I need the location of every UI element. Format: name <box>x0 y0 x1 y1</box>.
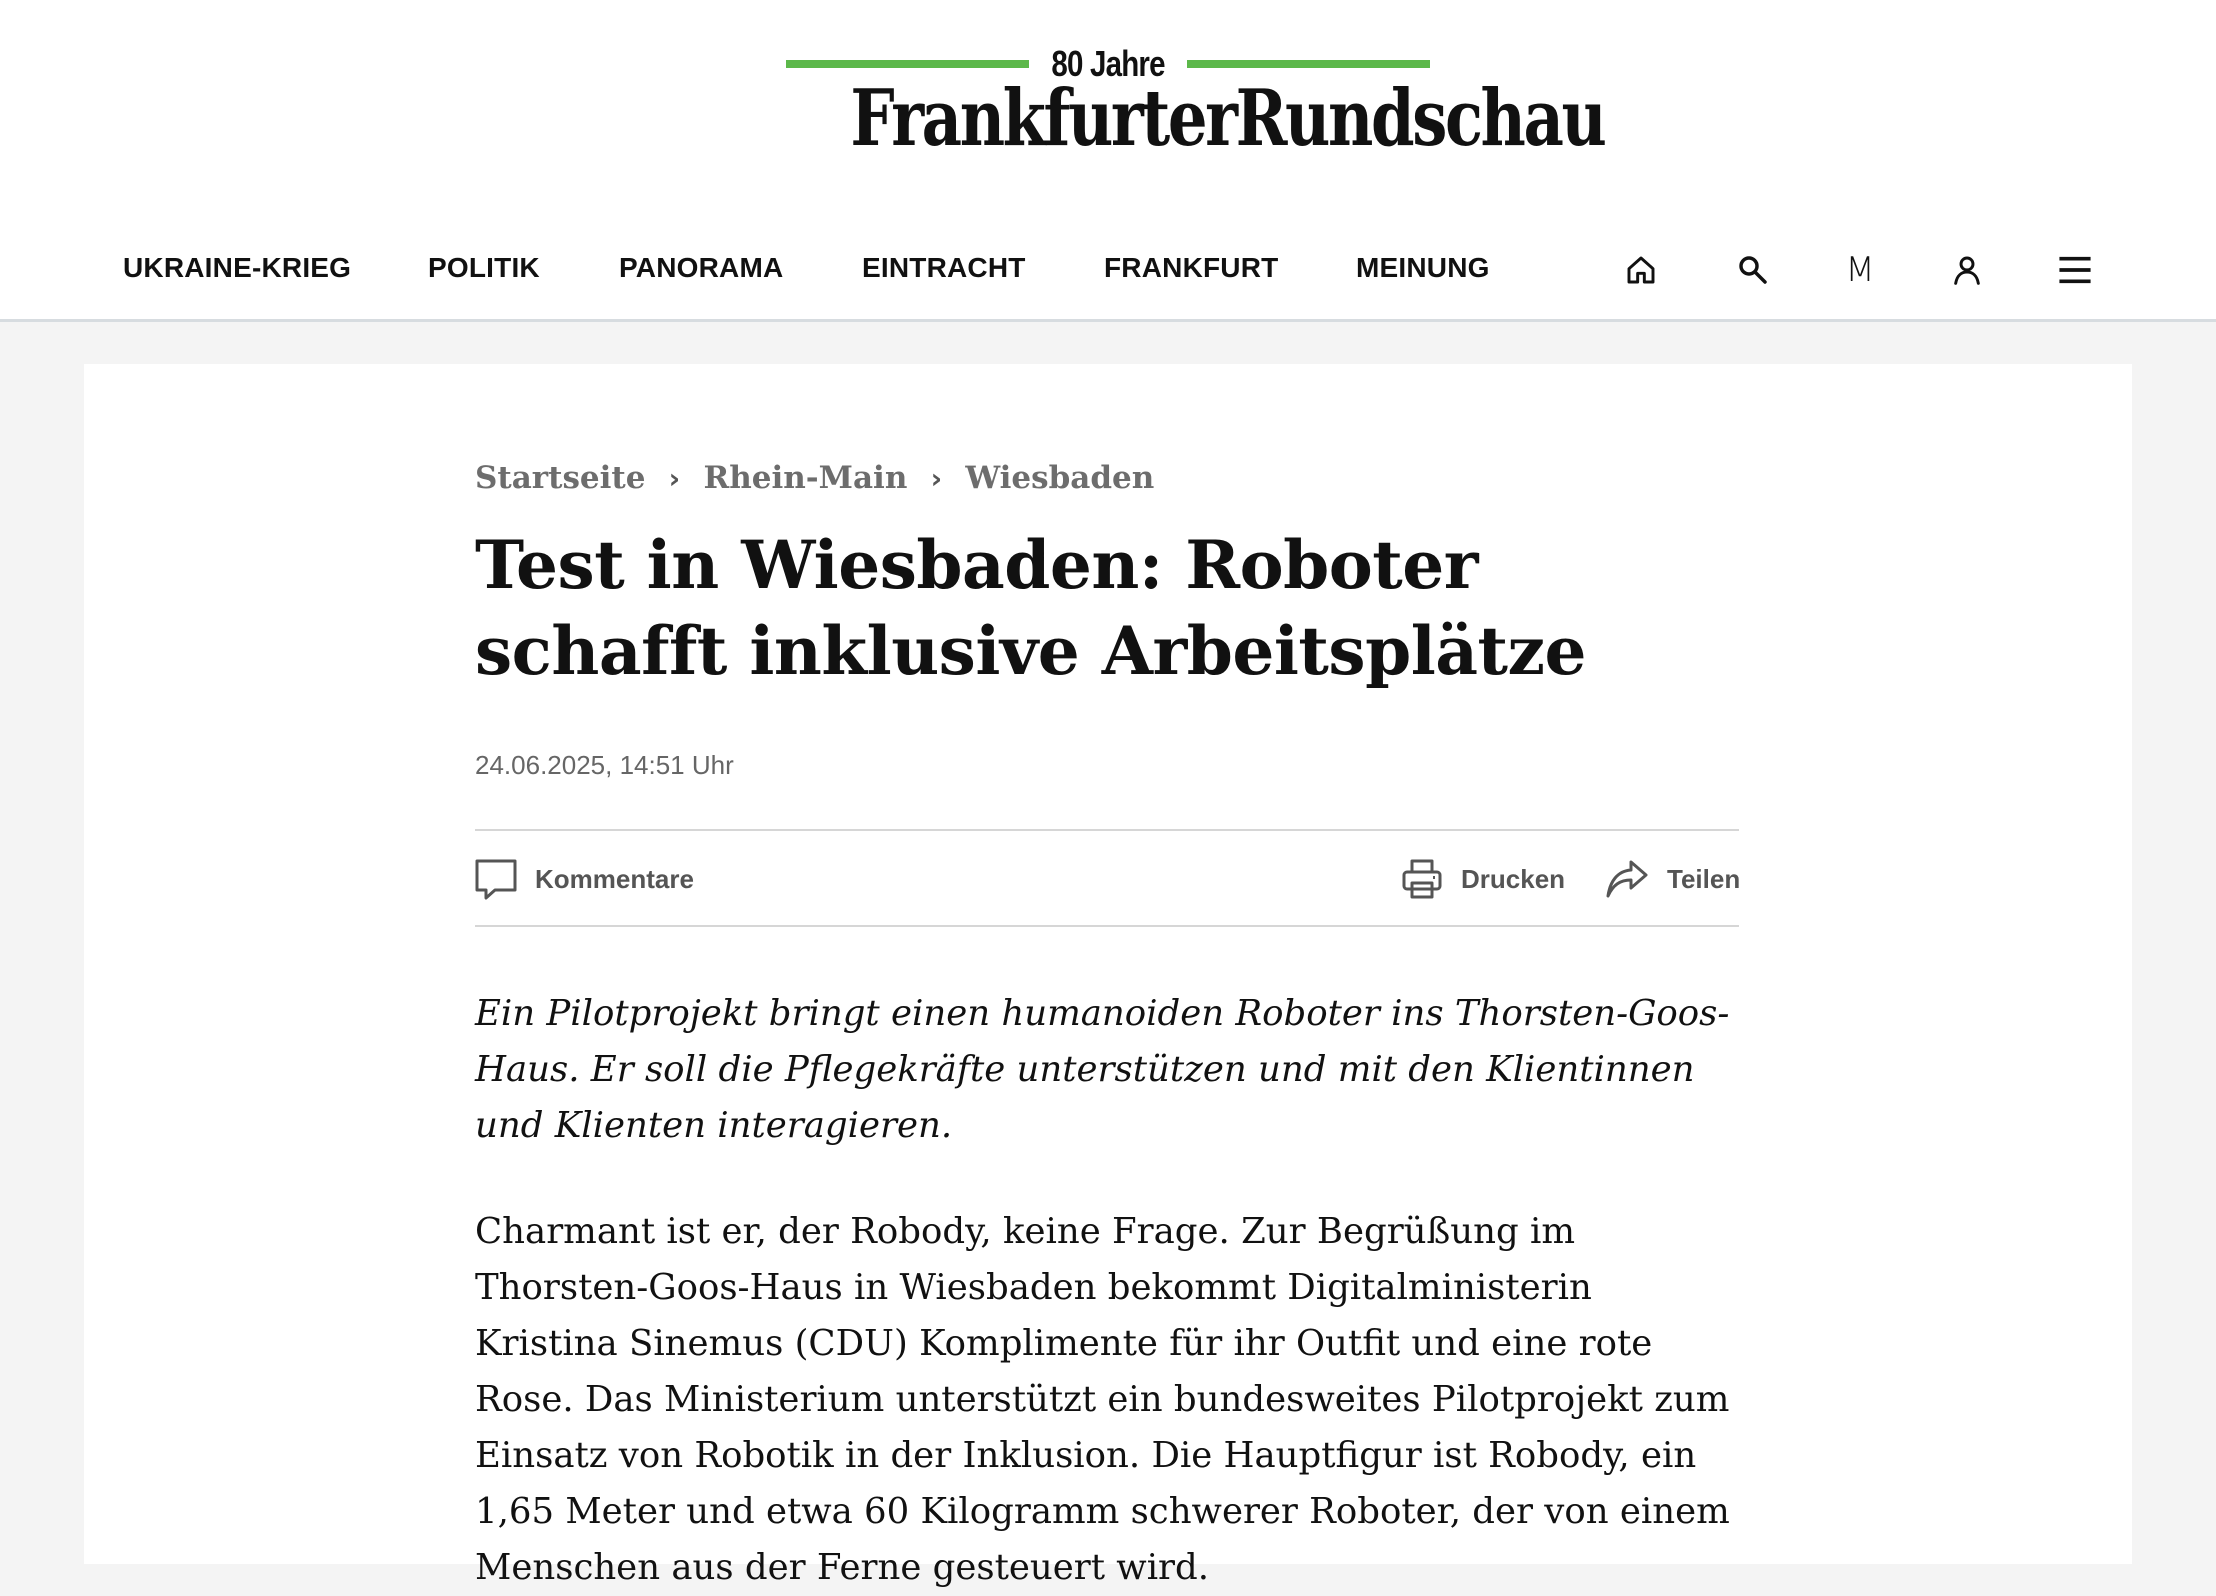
user-icon[interactable] <box>1947 250 1987 290</box>
article-action-bar <box>475 829 1739 927</box>
logo-bar-right <box>1187 60 1430 68</box>
search-icon[interactable] <box>1733 250 1773 290</box>
print-label: Drucken <box>1461 863 1566 894</box>
article-headline: Test in Wiesbaden: Roboter schafft inklusive Arbeitsplätze <box>475 526 1587 690</box>
article-card <box>84 364 2132 1588</box>
merkliste-icon[interactable] <box>1840 250 1880 290</box>
comments-button[interactable] <box>475 857 694 901</box>
breadcrumb-item-startseite[interactable]: Startseite <box>475 460 646 496</box>
site-logo[interactable] <box>786 40 1605 164</box>
breadcrumb-item-rhein-main[interactable]: Rhein-Main <box>703 460 908 496</box>
breadcrumb-item-wiesbaden[interactable]: Wiesbaden <box>965 460 1155 496</box>
nav-item-meinung[interactable]: MEINUNG <box>1356 252 1490 283</box>
chevron-right-icon: › <box>930 461 943 495</box>
nav-item-eintracht[interactable]: EINTRACHT <box>862 252 1026 283</box>
share-icon <box>1605 858 1649 900</box>
breadcrumb <box>475 460 1154 496</box>
menu-icon[interactable] <box>2055 250 2095 290</box>
printer-icon <box>1401 858 1443 900</box>
chevron-right-icon: › <box>668 461 681 495</box>
site-header <box>0 0 2216 322</box>
main-navigation <box>0 230 2216 310</box>
merkliste-glyph: M <box>1845 250 1875 290</box>
nav-item-politik[interactable]: POLITIK <box>428 252 540 283</box>
article-body-paragraph: Charmant ist er, der Robody, keine Frage. Zur Begrüßung im Thorsten-Goos-Haus in Wiesbaden bekommt Digitalministerin Kristina Sinemus (CDU) Komplimente für ihr Outfit und eine rote Rose. Das Ministerium unterstützt ein bundesweites Pilotprojekt zum Einsatz von Robotik in der Inklusion. Die Hauptfigur ist Robody, ein 1,65 Meter und etwa 60 Kilogramm schwerer Roboter, der von einem Menschen aus der Ferne gesteuert wird. <box>475 1211 1730 1588</box>
logo-wordmark: FrankfurterRundschau <box>850 73 1605 164</box>
nav-item-frankfurt[interactable]: FRANKFURT <box>1104 252 1279 283</box>
article-lead: Ein Pilotprojekt bringt einen humanoiden Roboter ins Thorsten-Goos-Haus. Er soll die Pflegekräfte unterstützen und mit den Klientinnen und Klienten interagieren. <box>475 993 1730 1146</box>
publish-date: 24.06.2025, 14:51 Uhr <box>475 750 734 780</box>
print-button[interactable] <box>1401 857 1565 901</box>
home-icon[interactable] <box>1621 250 1661 290</box>
comment-icon <box>475 858 517 900</box>
share-label: Teilen <box>1667 863 1741 894</box>
comments-label: Kommentare <box>535 863 694 894</box>
nav-item-ukraine-krieg[interactable]: UKRAINE-KRIEG <box>123 252 352 283</box>
share-button[interactable] <box>1605 857 1740 901</box>
nav-item-panorama[interactable]: PANORAMA <box>619 252 784 283</box>
logo-jubilee-text: 80 Jahre <box>1051 43 1165 84</box>
logo-bar-left <box>786 60 1029 68</box>
